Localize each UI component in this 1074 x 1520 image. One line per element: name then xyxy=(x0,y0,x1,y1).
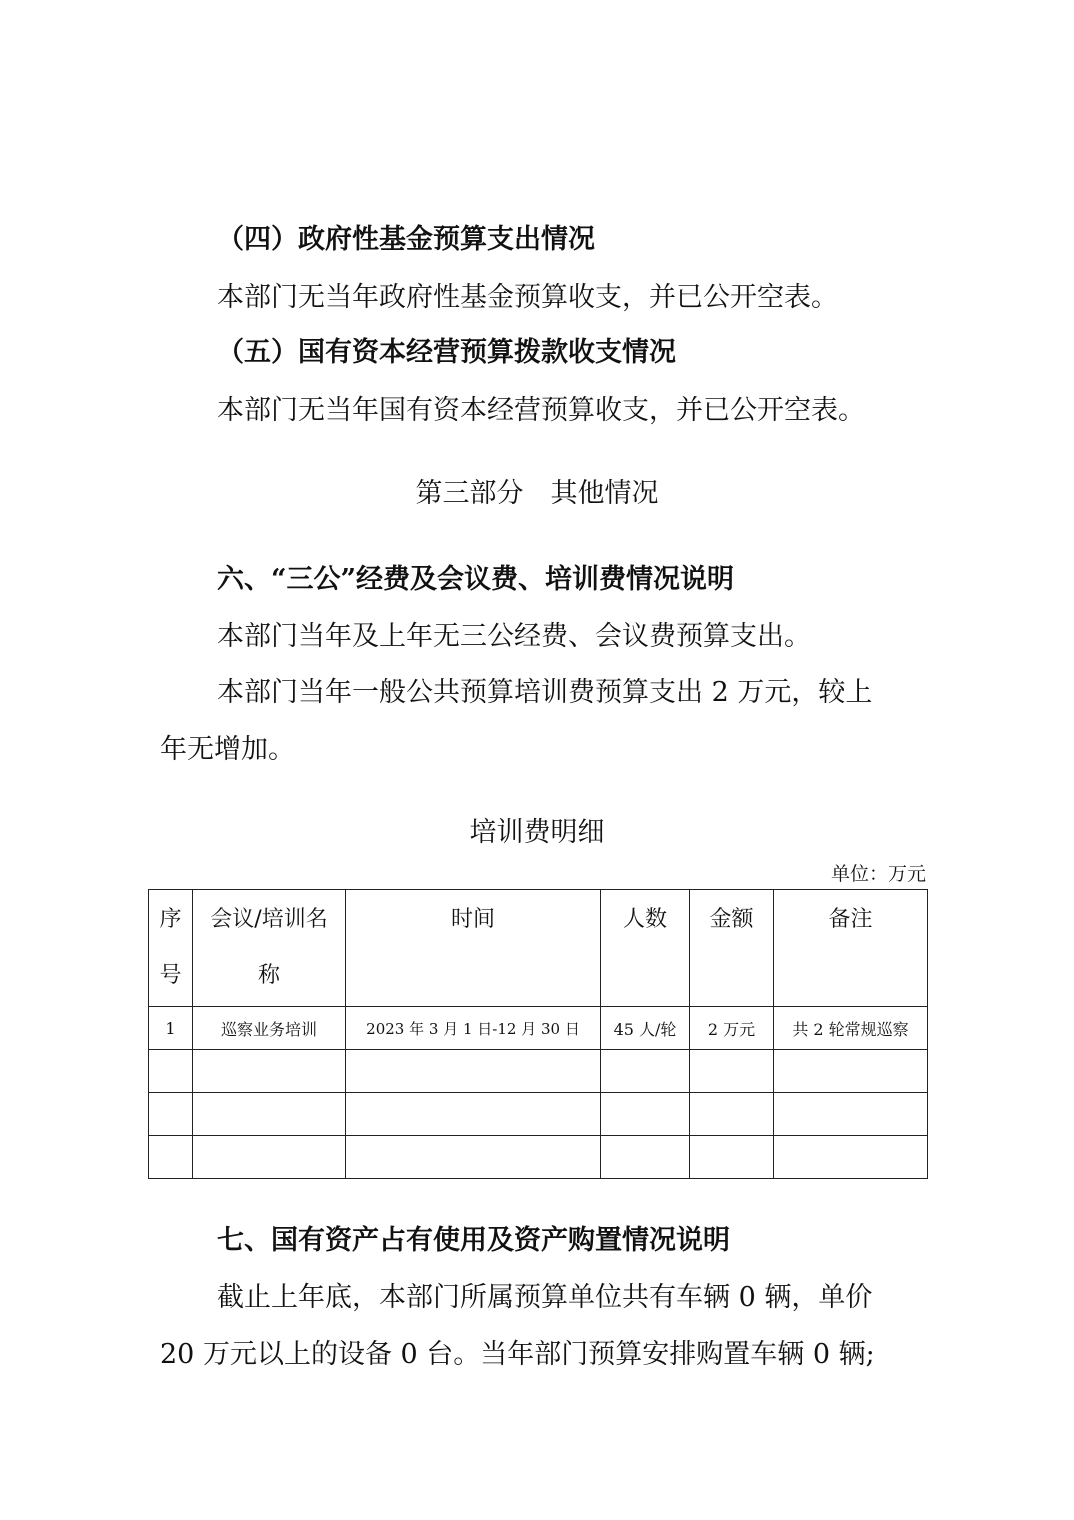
cell-name: 巡察业务培训 xyxy=(193,1007,346,1050)
header-seq-line-2: 号 xyxy=(159,963,182,988)
empty-cell xyxy=(149,1136,193,1179)
table-row-empty xyxy=(149,1136,928,1179)
header-remark: 备注 xyxy=(774,890,928,1007)
empty-cell xyxy=(193,1093,346,1136)
section-6-heading: 六、“三公”经费及会议费、培训费情况说明 xyxy=(217,564,735,595)
cell-time: 2023 年 3 月 1 日-12 月 30 日 xyxy=(346,1007,601,1050)
cell-seq: 1 xyxy=(149,1007,193,1050)
table-row-empty xyxy=(149,1093,928,1136)
empty-cell xyxy=(193,1050,346,1093)
table-title: 培训费明细 xyxy=(469,817,605,848)
section-5-body: 本部门无当年国有资本经营预算收支，并已公开空表。 xyxy=(217,395,865,426)
section-4-body: 本部门无当年政府性基金预算收支，并已公开空表。 xyxy=(217,282,838,313)
empty-cell xyxy=(690,1050,774,1093)
cell-amount: 2 万元 xyxy=(690,1007,774,1050)
empty-cell xyxy=(601,1093,690,1136)
header-name-line-2: 称 xyxy=(257,963,280,988)
cell-remark: 共 2 轮常规巡察 xyxy=(774,1007,928,1050)
section-7-paragraph-line-2: 20 万元以上的设备 0 台。当年部门预算安排购置车辆 0 辆; xyxy=(160,1339,875,1370)
empty-cell xyxy=(690,1136,774,1179)
empty-cell xyxy=(774,1050,928,1093)
part-3-title: 第三部分 其他情况 xyxy=(415,478,659,509)
empty-cell xyxy=(690,1093,774,1136)
section-6-paragraph-2-line-2: 年无增加。 xyxy=(160,734,295,765)
header-name xyxy=(193,890,346,1007)
header-amount: 金额 xyxy=(690,890,774,1007)
training-fee-table xyxy=(148,889,928,1179)
section-7-heading: 七、国有资产占有使用及资产购置情况说明 xyxy=(217,1225,730,1256)
empty-cell xyxy=(774,1093,928,1136)
header-name-line-1: 会议/培训名 xyxy=(210,907,328,932)
section-4-heading: （四）政府性基金预算支出情况 xyxy=(217,224,595,255)
empty-cell xyxy=(346,1093,601,1136)
empty-cell xyxy=(346,1136,601,1179)
section-5-heading: （五）国有资本经营预算拨款收支情况 xyxy=(217,337,676,368)
empty-cell xyxy=(774,1136,928,1179)
table-header-row xyxy=(149,890,928,1007)
header-people: 人数 xyxy=(601,890,690,1007)
table-row-empty xyxy=(149,1050,928,1093)
empty-cell xyxy=(193,1136,346,1179)
empty-cell xyxy=(149,1050,193,1093)
table-unit: 单位：万元 xyxy=(830,863,926,885)
section-7-paragraph-line-1: 截止上年底，本部门所属预算单位共有车辆 0 辆，单价 xyxy=(217,1282,873,1313)
empty-cell xyxy=(346,1050,601,1093)
cell-people: 45 人/轮 xyxy=(601,1007,690,1050)
header-seq xyxy=(149,890,193,1007)
empty-cell xyxy=(149,1093,193,1136)
section-6-paragraph-1: 本部门当年及上年无三公经费、会议费预算支出。 xyxy=(217,621,811,652)
empty-cell xyxy=(601,1136,690,1179)
section-6-paragraph-2-line-1: 本部门当年一般公共预算培训费预算支出 2 万元，较上 xyxy=(217,677,873,708)
header-seq-line-1: 序 xyxy=(159,907,182,932)
table-row xyxy=(149,1007,928,1050)
header-time: 时间 xyxy=(346,890,601,1007)
empty-cell xyxy=(601,1050,690,1093)
